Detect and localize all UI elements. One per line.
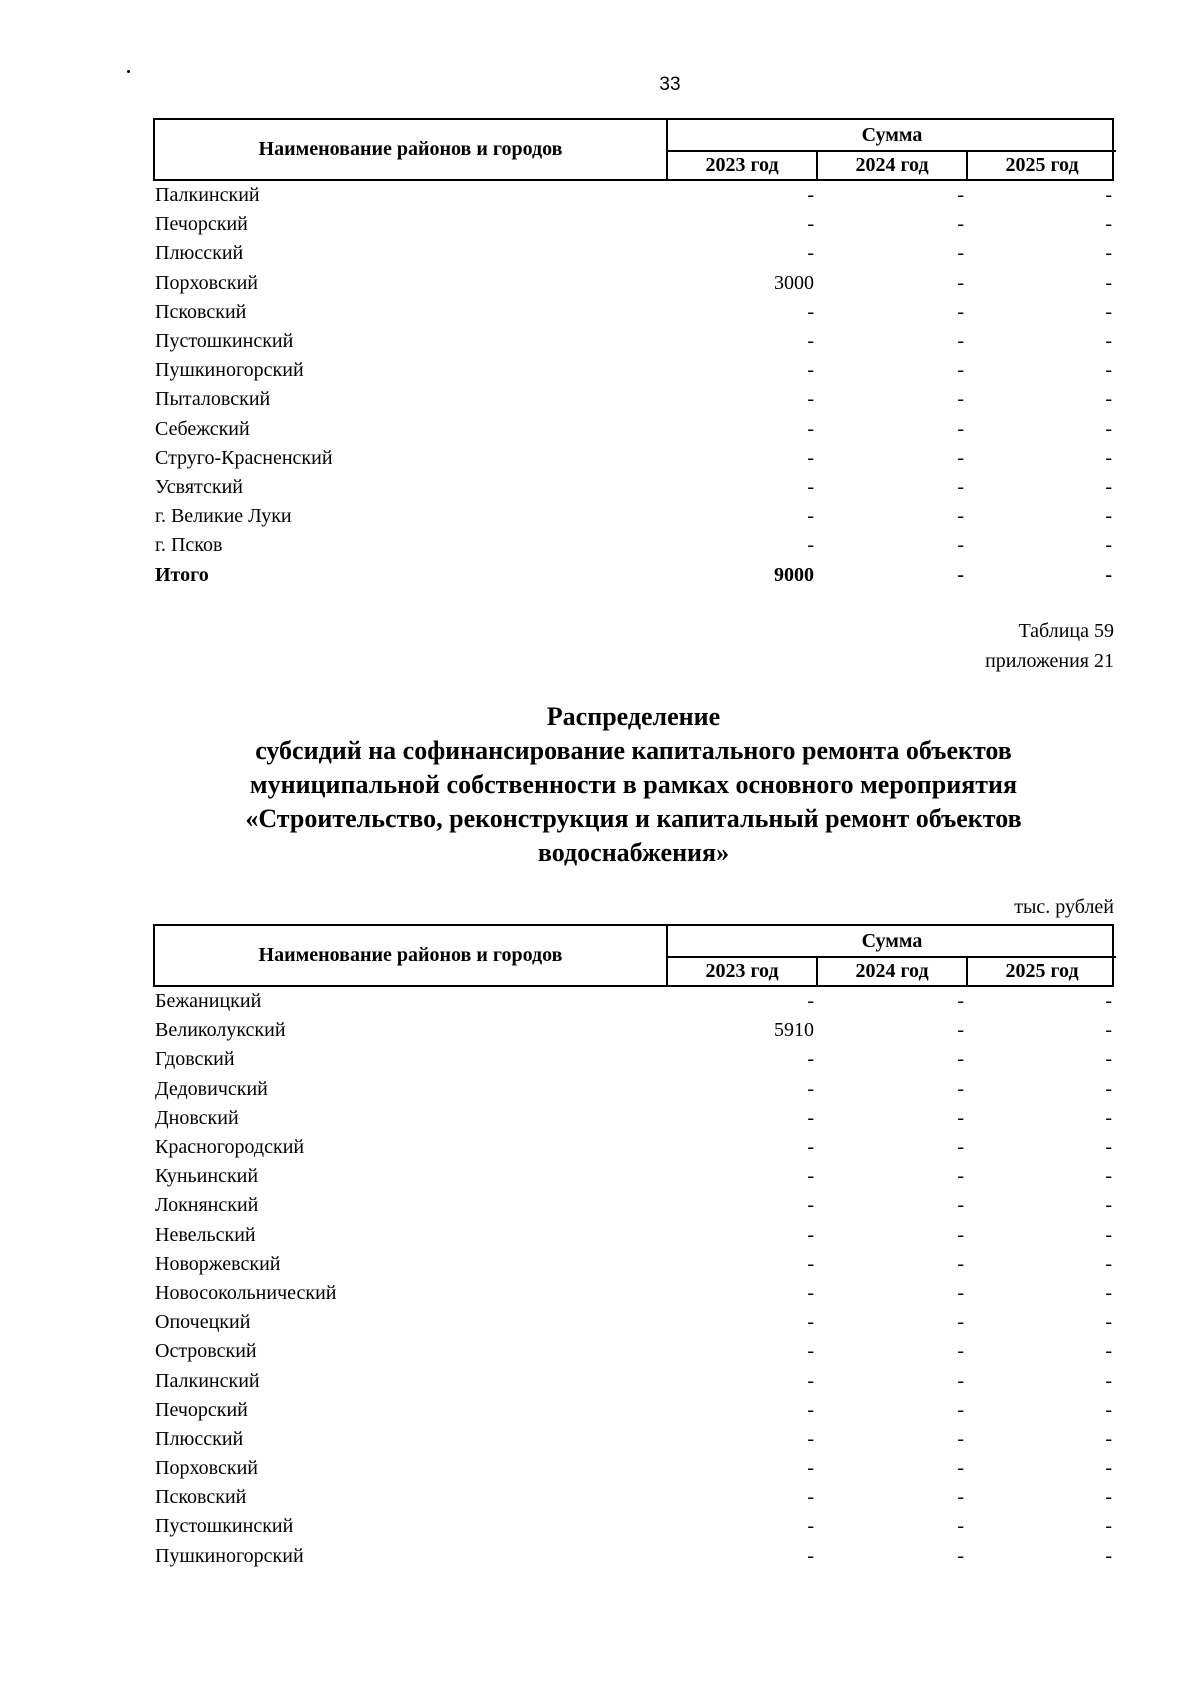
amount-2023: - xyxy=(807,534,814,557)
header-year-2025: 2025 год xyxy=(1005,154,1079,176)
total-2023: 9000 xyxy=(774,563,814,586)
table-row xyxy=(153,269,1114,298)
district-name: Палкинский xyxy=(155,1369,260,1392)
district-name: Островский xyxy=(155,1340,257,1363)
amount-2023: - xyxy=(807,300,814,323)
table-continuation xyxy=(153,118,1114,590)
amount-2023: - xyxy=(807,388,814,411)
amount-2025: - xyxy=(1105,1311,1112,1334)
amount-2024: - xyxy=(957,1544,964,1567)
header-year-2024: 2024 год xyxy=(818,152,968,179)
amount-2023: - xyxy=(807,359,814,382)
table-row xyxy=(153,1162,1114,1191)
amount-2025: - xyxy=(1105,330,1112,353)
district-name: Пушкиногорский xyxy=(155,1544,304,1567)
page-number: 33 xyxy=(659,74,681,95)
amount-2024: - xyxy=(957,184,964,207)
table-row xyxy=(153,531,1114,560)
header-year-2024: 2024 год xyxy=(818,958,968,985)
amount-2023: - xyxy=(807,1165,814,1188)
district-name: Печорский xyxy=(155,1398,248,1421)
district-name: Куньинский xyxy=(155,1165,259,1188)
amount-2023: - xyxy=(807,1340,814,1363)
amount-2025: - xyxy=(1105,1136,1112,1159)
table-row xyxy=(153,1542,1114,1571)
table-row xyxy=(153,987,1114,1016)
amount-2024: - xyxy=(957,1398,964,1421)
amount-2023: - xyxy=(807,1194,814,1217)
amount-2023: 5910 xyxy=(774,1019,814,1042)
amount-2025: - xyxy=(1105,1515,1112,1538)
amount-2025: - xyxy=(1105,242,1112,265)
amount-2023: - xyxy=(807,1077,814,1100)
amount-2025: - xyxy=(1105,1427,1112,1450)
amount-2025: - xyxy=(1105,1223,1112,1246)
amount-2025: - xyxy=(1105,1457,1112,1480)
table-row xyxy=(153,298,1114,327)
amount-2024: - xyxy=(957,388,964,411)
amount-2024: - xyxy=(957,1077,964,1100)
amount-2023: - xyxy=(807,1515,814,1538)
amount-2023: - xyxy=(807,1457,814,1480)
district-name: Порховский xyxy=(155,271,259,294)
district-name: Пушкиногорский xyxy=(155,359,304,382)
table-row xyxy=(153,1396,1114,1425)
district-name: Бежаницкий xyxy=(155,990,262,1013)
total-2025: - xyxy=(1105,563,1112,586)
amount-2025: - xyxy=(1105,1398,1112,1421)
district-name: Плюсский xyxy=(155,242,244,265)
district-name: Новосокольнический xyxy=(155,1281,337,1304)
amount-2025: - xyxy=(1105,1252,1112,1275)
district-name: Печорский xyxy=(155,213,248,236)
amount-2023: - xyxy=(807,1544,814,1567)
total-2024: - xyxy=(957,563,964,586)
header-year-2023: 2023 год xyxy=(668,152,818,179)
units-label: тыс. рублей xyxy=(1014,896,1114,918)
amount-2024: - xyxy=(957,330,964,353)
district-name: Дновский xyxy=(155,1106,239,1129)
title-line: «Строительство, реконструкция и капитальный ремонт объектов xyxy=(245,804,1022,833)
total-label: Итого xyxy=(155,563,209,586)
amount-2025: - xyxy=(1105,1486,1112,1509)
table-row xyxy=(153,1512,1114,1541)
district-name: Красногородский xyxy=(155,1136,305,1159)
amount-2025: - xyxy=(1105,1281,1112,1304)
table-row xyxy=(153,327,1114,356)
district-name: Струго-Красненский xyxy=(155,446,333,469)
table-row xyxy=(153,415,1114,444)
amount-2023: - xyxy=(807,1048,814,1071)
amount-2024: - xyxy=(957,1515,964,1538)
title-line: Распределение xyxy=(546,702,721,731)
amount-2023: - xyxy=(807,990,814,1013)
amount-2025: - xyxy=(1105,271,1112,294)
table-row xyxy=(153,1337,1114,1366)
title-line: муниципальной собственности в рамках основного мероприятия xyxy=(249,770,1018,799)
amount-2023: - xyxy=(807,213,814,236)
district-name: Псковский xyxy=(155,1486,247,1509)
amount-2025: - xyxy=(1105,1369,1112,1392)
table-row xyxy=(153,1483,1114,1512)
amount-2025: - xyxy=(1105,417,1112,440)
amount-2024: - xyxy=(957,1106,964,1129)
table-row xyxy=(153,1308,1114,1337)
table-row xyxy=(153,1221,1114,1250)
district-name: Плюсский xyxy=(155,1427,244,1450)
table-row xyxy=(153,1045,1114,1074)
amount-2023: - xyxy=(807,446,814,469)
amount-2023: - xyxy=(807,1427,814,1450)
amount-2024: - xyxy=(957,359,964,382)
amount-2025: - xyxy=(1105,1340,1112,1363)
amount-2023: - xyxy=(807,1311,814,1334)
district-name: Локнянский xyxy=(155,1194,259,1217)
amount-2024: - xyxy=(957,475,964,498)
table-row xyxy=(153,1279,1114,1308)
appendix-number: приложения 21 xyxy=(985,650,1114,672)
table-body xyxy=(153,181,1114,560)
table-distribution xyxy=(153,924,1114,1571)
amount-2024: - xyxy=(957,1340,964,1363)
amount-2024: - xyxy=(957,1165,964,1188)
header-year-2023: 2023 год xyxy=(668,958,818,985)
amount-2024: - xyxy=(957,1369,964,1392)
table-reference xyxy=(985,616,1114,676)
amount-2025: - xyxy=(1105,1194,1112,1217)
table-row xyxy=(153,1366,1114,1395)
amount-2023: 3000 xyxy=(774,271,814,294)
header-sum: Сумма xyxy=(668,926,1116,958)
amount-2025: - xyxy=(1105,534,1112,557)
amount-2025: - xyxy=(1105,1544,1112,1567)
district-name: Великолукский xyxy=(155,1019,286,1042)
header-name-column: Наименование районов и городов xyxy=(155,926,668,985)
district-name: Пустошкинский xyxy=(155,330,294,353)
amount-2023: - xyxy=(807,1281,814,1304)
amount-2024: - xyxy=(957,300,964,323)
district-name: Пустошкинский xyxy=(155,1515,294,1538)
amount-2024: - xyxy=(957,213,964,236)
document-title xyxy=(153,700,1114,870)
table-row xyxy=(153,1191,1114,1220)
district-name: Порховский xyxy=(155,1457,259,1480)
district-name: Псковский xyxy=(155,300,247,323)
amount-2024: - xyxy=(957,1252,964,1275)
table-body xyxy=(153,987,1114,1571)
district-name: Дедовичский xyxy=(155,1077,268,1100)
amount-2025: - xyxy=(1105,213,1112,236)
table-header xyxy=(153,924,1114,987)
amount-2023: - xyxy=(807,1223,814,1246)
amount-2024: - xyxy=(957,1019,964,1042)
district-name: Усвятский xyxy=(155,475,243,498)
table-total-row xyxy=(153,560,1114,589)
amount-2023: - xyxy=(807,417,814,440)
table-row xyxy=(153,356,1114,385)
header-name-column: Наименование районов и городов xyxy=(155,120,668,179)
amount-2023: - xyxy=(807,1106,814,1129)
amount-2024: - xyxy=(957,446,964,469)
amount-2024: - xyxy=(957,1311,964,1334)
amount-2025: - xyxy=(1105,359,1112,382)
amount-2024: - xyxy=(957,534,964,557)
header-sum: Сумма xyxy=(668,120,1116,152)
amount-2024: - xyxy=(957,1048,964,1071)
amount-2025: - xyxy=(1105,1019,1112,1042)
table-number: Таблица 59 xyxy=(1018,620,1114,642)
table-row xyxy=(153,502,1114,531)
amount-2023: - xyxy=(807,1136,814,1159)
amount-2024: - xyxy=(957,505,964,528)
title-line: водоснабжения» xyxy=(537,838,730,867)
district-name: Невельский xyxy=(155,1223,256,1246)
amount-2024: - xyxy=(957,990,964,1013)
amount-2025: - xyxy=(1105,388,1112,411)
amount-2025: - xyxy=(1105,300,1112,323)
amount-2025: - xyxy=(1105,1077,1112,1100)
amount-2025: - xyxy=(1105,1106,1112,1129)
table-row xyxy=(153,239,1114,268)
district-name: г. Псков xyxy=(155,534,223,557)
table-row xyxy=(153,473,1114,502)
amount-2025: - xyxy=(1105,446,1112,469)
table-row xyxy=(153,1075,1114,1104)
district-name: Новоржевский xyxy=(155,1252,281,1275)
amount-2024: - xyxy=(957,1281,964,1304)
district-name: г. Великие Луки xyxy=(155,505,292,528)
table-header xyxy=(153,118,1114,181)
amount-2023: - xyxy=(807,330,814,353)
amount-2024: - xyxy=(957,1457,964,1480)
table-row xyxy=(153,1133,1114,1162)
district-name: Опочецкий xyxy=(155,1311,251,1334)
amount-2023: - xyxy=(807,184,814,207)
amount-2025: - xyxy=(1105,475,1112,498)
table-row xyxy=(153,1250,1114,1279)
amount-2024: - xyxy=(957,271,964,294)
amount-2023: - xyxy=(807,1252,814,1275)
amount-2024: - xyxy=(957,242,964,265)
table-row xyxy=(153,210,1114,239)
table-row xyxy=(153,1454,1114,1483)
header-year-2025: 2025 год xyxy=(1005,960,1079,982)
amount-2025: - xyxy=(1105,990,1112,1013)
amount-2025: - xyxy=(1105,1048,1112,1071)
amount-2023: - xyxy=(807,1369,814,1392)
table-row xyxy=(153,1425,1114,1454)
amount-2024: - xyxy=(957,1427,964,1450)
amount-2023: - xyxy=(807,1486,814,1509)
district-name: Пыталовский xyxy=(155,388,271,411)
table-row xyxy=(153,1016,1114,1045)
amount-2024: - xyxy=(957,1223,964,1246)
district-name: Палкинский xyxy=(155,184,260,207)
table-row xyxy=(153,385,1114,414)
amount-2024: - xyxy=(957,1486,964,1509)
title-line: субсидий на софинансирование капитального ремонта объектов xyxy=(255,736,1012,765)
amount-2023: - xyxy=(807,505,814,528)
table-row xyxy=(153,181,1114,210)
amount-2023: - xyxy=(807,1398,814,1421)
amount-2023: - xyxy=(807,242,814,265)
amount-2024: - xyxy=(957,417,964,440)
amount-2024: - xyxy=(957,1136,964,1159)
table-row xyxy=(153,1104,1114,1133)
amount-2023: - xyxy=(807,475,814,498)
scan-speck xyxy=(127,70,130,73)
amount-2025: - xyxy=(1105,1165,1112,1188)
table-row xyxy=(153,444,1114,473)
amount-2025: - xyxy=(1105,505,1112,528)
district-name: Себежский xyxy=(155,417,250,440)
district-name: Гдовский xyxy=(155,1048,235,1071)
amount-2024: - xyxy=(957,1194,964,1217)
amount-2025: - xyxy=(1105,184,1112,207)
